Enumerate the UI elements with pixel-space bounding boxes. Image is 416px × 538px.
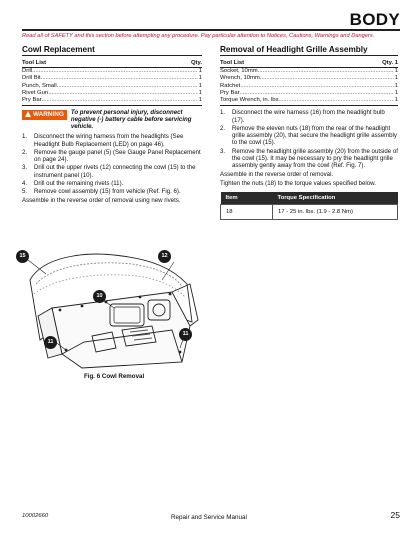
torque-spec-table <box>220 192 398 220</box>
step-number: 2. <box>22 148 28 156</box>
torque-note: Tighten the nuts (18) to the torque values specified below. <box>220 180 376 188</box>
tool-qty: 1 <box>394 89 398 96</box>
step-item <box>22 180 202 187</box>
step-text: Remove the gauge panel (5) (See Gauge Panel Replacement on page 24). <box>34 148 201 164</box>
tool-qty: 1 <box>198 89 202 96</box>
dot-leader <box>240 83 393 90</box>
step-text: Drill out the upper rivets (12) connecting the cowl (15) to the instrument panel (10). <box>34 164 196 179</box>
tool-qty: 1 <box>198 75 202 82</box>
manual-title: Repair and Service Manual <box>171 514 247 521</box>
tool-qty: 1 <box>394 82 398 89</box>
table-header-torque: Torque Specification <box>273 192 398 205</box>
figure-caption: Fig. 6 Cowl Removal <box>84 373 145 380</box>
tool-row <box>22 68 202 75</box>
grille-removal-section <box>220 45 398 220</box>
grille-heading: Removal of Headlight Grille Assembly <box>220 45 398 56</box>
step-text: Remove the headlight grille assembly (20) from the outside of the cowl (15). It may be necessary to pry the headlight grille assembly gently away from the cowl (Ref. Fig. 7). <box>232 147 398 169</box>
step-number: 3. <box>22 164 28 172</box>
step-item <box>220 125 398 147</box>
grille-tool-list <box>220 68 398 104</box>
table-row <box>221 204 398 219</box>
tool-list-label: Tool List <box>220 60 245 66</box>
tool-row <box>220 75 398 82</box>
step-text: Drill out the remaining rivets (11). <box>34 179 124 187</box>
step-number: 3. <box>220 147 226 155</box>
tool-row <box>22 75 202 82</box>
tool-row <box>220 83 398 90</box>
step-text: Remove the eleven nuts (18) from the rear of the headlight grille assembly (20), that secure the headlight grille assembly to the cowl (15). <box>232 124 397 147</box>
tool-row <box>22 83 202 90</box>
tool-qty: 1 <box>394 75 398 82</box>
tool-row <box>220 97 398 104</box>
step-item <box>22 188 202 195</box>
step-text: Remove cowl assembly (15) from vehicle (Ref. Fig. 6). <box>34 187 181 195</box>
step-text: Disconnect the wiring harness from the headlights (See Headlight Bulb Replacement (LED) on page 46). <box>34 133 184 148</box>
tool-name: Torque Wrench, in. lbs <box>220 97 279 104</box>
step-number: 5. <box>22 187 28 195</box>
callout-15: 15 <box>16 250 29 263</box>
cowl-assemble-note: Assemble in the reverse order of removal using new rivets. <box>22 197 181 205</box>
step-text: Disconnect the wire harness (16) from the headlight bulb (17). <box>232 109 385 124</box>
dot-leader <box>57 83 198 90</box>
cowl-drawing <box>22 244 205 374</box>
tool-row <box>22 90 202 97</box>
callout-10: 10 <box>93 290 106 303</box>
cowl-replacement-section <box>22 45 202 204</box>
step-number: 2. <box>220 124 226 132</box>
step-item <box>22 164 202 178</box>
tool-name: Wrench, 10mm <box>220 75 260 82</box>
qty-label: Qty. 1 <box>382 60 398 66</box>
qty-label: Qty. <box>190 60 202 66</box>
tool-name: Drill <box>22 68 33 74</box>
header-divider <box>22 29 400 31</box>
table-header-item: Item <box>221 192 273 205</box>
tool-list-label: Tool List <box>22 60 47 66</box>
cowl-steps-list <box>22 133 202 195</box>
section-title: BODY <box>349 10 400 29</box>
step-item <box>22 149 202 163</box>
dot-leader <box>258 68 394 75</box>
dot-leader <box>41 75 198 82</box>
callout-11-right: 11 <box>179 328 192 341</box>
step-number: 1. <box>220 109 226 117</box>
dot-leader <box>42 97 198 104</box>
step-number: 4. <box>22 179 28 187</box>
warning-text: To prevent personal injury, disconnect negative (-) battery cable before servicing vehicle. <box>70 109 192 131</box>
warning-label: WARNING <box>33 111 64 119</box>
tool-name: Punch, Small <box>22 82 57 89</box>
tool-qty: 1 <box>394 68 398 74</box>
tool-name: Pry Bar <box>220 89 240 96</box>
callout-11-left: 11 <box>44 336 57 349</box>
step-item <box>22 133 202 147</box>
dot-leader <box>260 75 394 82</box>
tool-row <box>22 97 202 104</box>
grille-steps-list <box>220 109 398 169</box>
callout-12: 12 <box>158 250 171 263</box>
step-number: 1. <box>22 133 28 141</box>
tool-name: Socket, 10mm <box>220 68 258 74</box>
tool-row <box>220 90 398 97</box>
step-item <box>220 148 398 170</box>
tool-qty: 1 <box>198 82 202 89</box>
tool-qty: 1 <box>394 97 398 104</box>
tool-row <box>220 68 398 75</box>
table-cell-torque: 17 - 25 in. lbs. (1.9 - 2.8 Nm) <box>273 204 398 219</box>
dot-leader <box>32 68 198 75</box>
cowl-tool-list-header <box>22 60 202 68</box>
warning-triangle-icon <box>25 111 31 117</box>
tool-name: Drill Bit <box>22 75 41 82</box>
cowl-tool-list <box>22 68 202 104</box>
dot-leader <box>240 90 394 97</box>
tool-list-divider <box>220 104 398 106</box>
tool-name: Pry Bar <box>22 97 42 104</box>
dot-leader <box>279 97 394 104</box>
dot-leader <box>48 90 198 97</box>
tool-name: Ratchet <box>220 82 241 89</box>
warning-badge <box>22 110 67 120</box>
cowl-removal-figure <box>19 244 205 374</box>
safety-notice: Read all of SAFETY and this section before attempting any procedure. Pay particular attention to Notices, Cautions, Warnings and Dangers. <box>22 33 375 39</box>
cowl-heading: Cowl Replacement <box>22 45 202 56</box>
page-number: 25 <box>390 510 400 520</box>
grille-assemble-note: Assemble in the reverse order of removal. <box>220 171 334 179</box>
table-cell-item: 18 <box>221 204 273 219</box>
tool-list-divider <box>22 104 202 106</box>
warning-box <box>22 109 202 130</box>
tool-name: Rivet Gun <box>22 89 49 96</box>
document-number: 10002660 <box>22 513 49 519</box>
tool-qty: 1 <box>198 68 202 74</box>
tool-qty: 1 <box>198 97 202 104</box>
grille-tool-list-header <box>220 60 398 68</box>
step-item <box>220 109 398 123</box>
